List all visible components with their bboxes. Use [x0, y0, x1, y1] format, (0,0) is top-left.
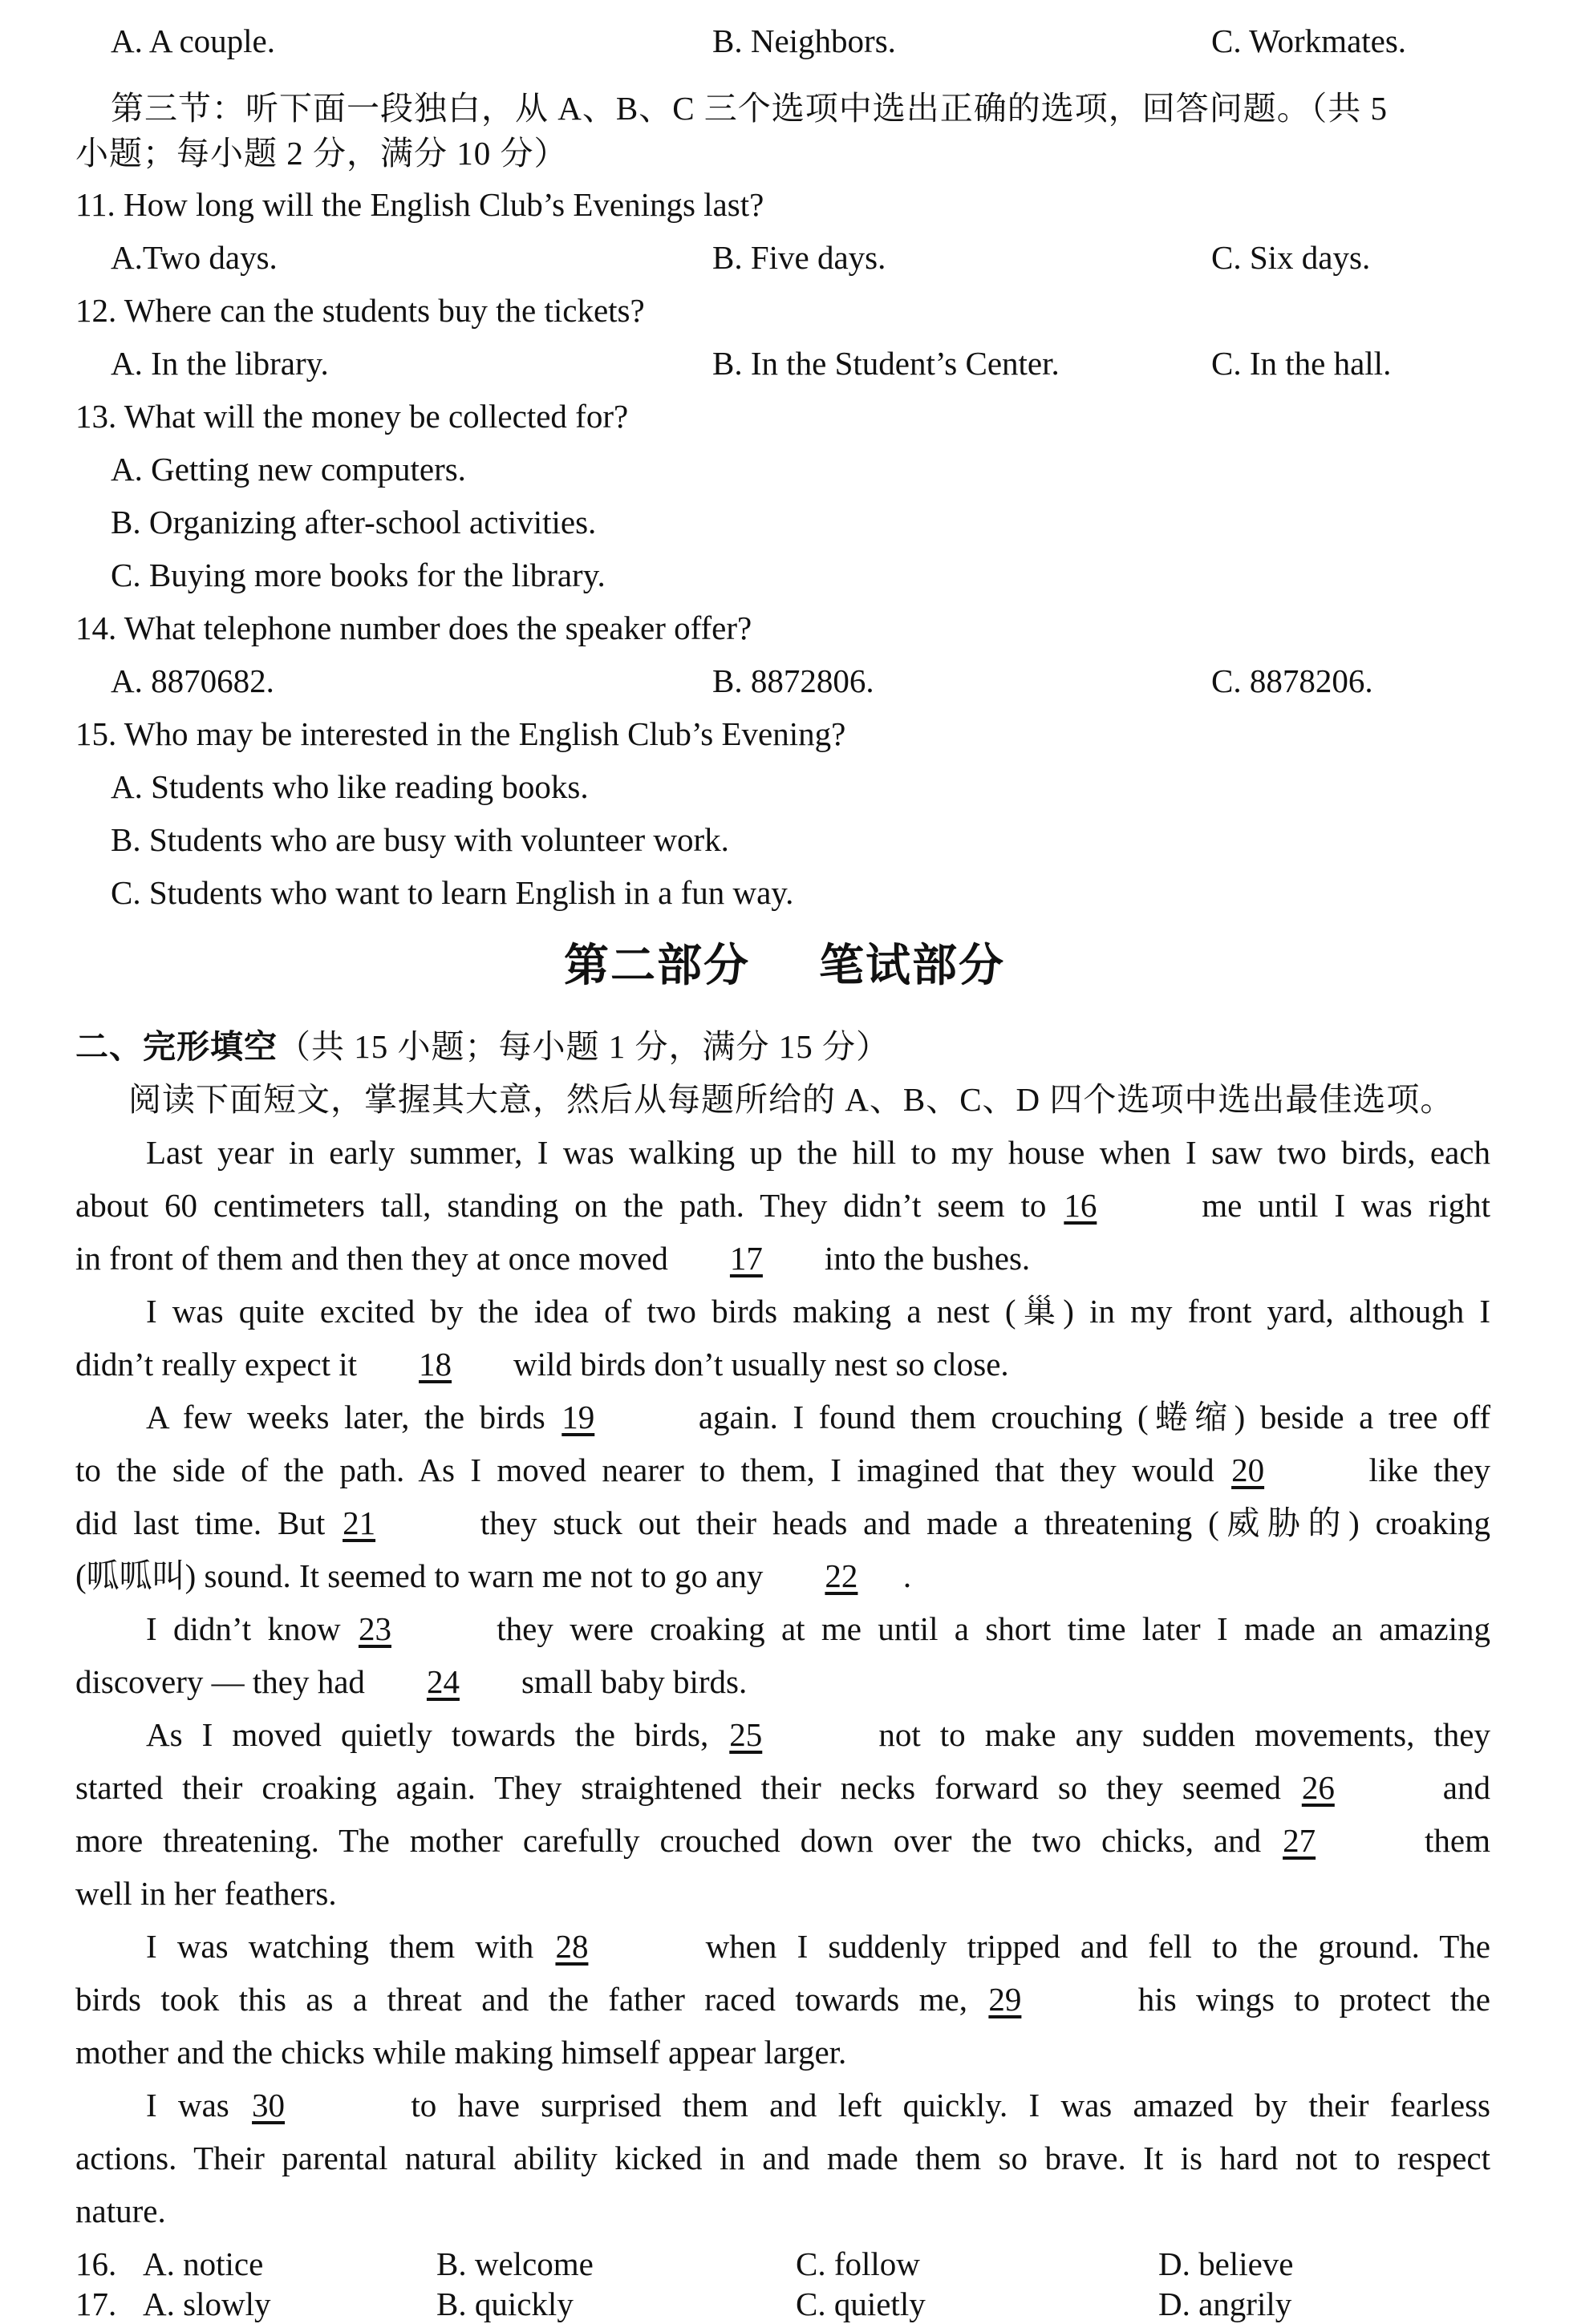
- blank-24: 24: [426, 1663, 460, 1700]
- option-a: A. In the library.: [111, 345, 329, 382]
- blank-20: 20: [1231, 1451, 1265, 1488]
- question-11-stem: 11. How long will the English Club’s Evenings last?: [75, 186, 764, 223]
- option-c: C. quietly: [796, 2286, 926, 2322]
- option-c: C. Six days.: [1211, 239, 1371, 276]
- part2-heading: 第二部分 笔试部分: [564, 940, 1005, 992]
- question-number: 17.: [75, 2286, 117, 2322]
- option-c: C. 8878206.: [1211, 662, 1373, 699]
- cloze-section-title: [75, 1026, 1490, 1067]
- option-a: A. A couple.: [111, 22, 275, 59]
- passage-line: nature.: [75, 2192, 166, 2229]
- passage-line: actions. Their parental natural ability kicked in and made them so brave. It is hard not to respect: [75, 2140, 1490, 2176]
- blank-23: 23: [358, 1610, 391, 1647]
- passage-line: more threatening. The mother carefully crouched down over the two chicks, and 27 them: [75, 1822, 1491, 1859]
- blank-28: 28: [555, 1928, 589, 1965]
- question-15-option-c: C. Students who want to learn English in a fun way.: [111, 874, 794, 911]
- option-b: B. Five days.: [712, 239, 886, 276]
- blank-17: 17: [729, 1240, 763, 1277]
- blank-19: 19: [562, 1399, 595, 1435]
- blank-27: 27: [1283, 1822, 1316, 1859]
- question-13-option-c: C. Buying more books for the library.: [111, 557, 606, 593]
- blank-21: 21: [343, 1504, 376, 1541]
- option-c: C. follow: [796, 2245, 920, 2282]
- cloze-title-rest: （共 15 小题；每小题 1 分，满分 15 分）: [278, 1028, 890, 1065]
- option-b: B. Neighbors.: [712, 22, 896, 59]
- passage-line: (呱呱叫) sound. It seemed to warn me not to go any 22 .: [75, 1557, 912, 1594]
- question-13-stem: 13. What will the money be collected for?: [75, 398, 629, 435]
- blank-29: 29: [988, 1981, 1022, 2018]
- blank-26: 26: [1301, 1769, 1335, 1806]
- question-12-stem: 12. Where can the students buy the tickets?: [75, 292, 645, 329]
- passage-line: about 60 centimeters tall, standing on the path. They didn’t seem to 16 me until I was right: [75, 1187, 1491, 1224]
- option-b: B. quickly: [436, 2286, 574, 2322]
- question-13-option-a: A. Getting new computers.: [111, 451, 466, 488]
- option-b: B. welcome: [436, 2245, 594, 2282]
- blank-18: 18: [419, 1346, 452, 1383]
- passage-line: discovery — they had 24 small baby birds.: [75, 1663, 748, 1700]
- passage-line: did last time. But 21 they stuck out their heads and made a threatening (威胁的) croaking: [75, 1504, 1491, 1541]
- option-d: D. angrily: [1158, 2286, 1292, 2322]
- passage-line: Last year in early summer, I was walking up the hill to my house when I saw two birds, each: [146, 1134, 1490, 1171]
- option-a: A. 8870682.: [111, 662, 274, 699]
- section3-instruction-line1: 第三节：听下面一段独白，从 A、B、C 三个选项中选出正确的选项，回答问题。（共 5: [111, 90, 1389, 127]
- option-d: D. believe: [1158, 2245, 1294, 2282]
- question-number: 16.: [75, 2245, 117, 2282]
- passage-line: I was quite excited by the idea of two birds making a nest (巢) in my front yard, although I: [146, 1293, 1490, 1330]
- cloze-instruction: 阅读下面短文，掌握其大意，然后从每题所给的 A、B、C、D 四个选项中选出最佳选项。: [128, 1081, 1454, 1118]
- passage-line: I didn’t know 23 they were croaking at me until a short time later I made an amazing: [146, 1610, 1490, 1647]
- question-13-option-b: B. Organizing after-school activities.: [111, 504, 597, 541]
- passage-line: mother and the chicks while making himself appear larger.: [75, 2034, 847, 2071]
- blank-16: 16: [1064, 1187, 1097, 1224]
- question-14-stem: 14. What telephone number does the speaker offer?: [75, 609, 752, 646]
- option-a: A. slowly: [143, 2286, 271, 2322]
- question-15-option-b: B. Students who are busy with volunteer work.: [111, 821, 729, 858]
- passage-line: A few weeks later, the birds 19 again. I found them crouching (蜷缩) beside a tree off: [146, 1399, 1491, 1435]
- blank-25: 25: [729, 1716, 763, 1753]
- passage-line: in front of them and then they at once moved 17 into the bushes.: [75, 1240, 1031, 1277]
- passage-line: didn’t really expect it 18 wild birds don’t usually nest so close.: [75, 1346, 1009, 1383]
- passage-line: As I moved quietly towards the birds, 25 not to make any sudden movements, they: [146, 1716, 1490, 1753]
- passage-line: I was 30 to have surprised them and left quickly. I was amazed by their fearless: [146, 2087, 1491, 2124]
- cloze-title-bold: 二、完形填空: [75, 1027, 278, 1066]
- passage-line: birds took this as a threat and the father raced towards me, 29 his wings to protect the: [75, 1981, 1491, 2018]
- question-15-stem: 15. Who may be interested in the English Club’s Evening?: [75, 715, 846, 752]
- blank-30: 30: [252, 2087, 286, 2124]
- option-c: C. In the hall.: [1211, 345, 1392, 382]
- passage-line: started their croaking again. They straightened their necks forward so they seemed 26 and: [75, 1769, 1490, 1806]
- section3-instruction-line2: 小题；每小题 2 分，满分 10 分）: [75, 135, 568, 172]
- option-b: B. In the Student’s Center.: [712, 345, 1060, 382]
- option-a: A.Two days.: [111, 239, 278, 276]
- option-b: B. 8872806.: [712, 662, 874, 699]
- question-15-option-a: A. Students who like reading books.: [111, 768, 589, 805]
- blank-22: 22: [825, 1557, 858, 1594]
- passage-line: I was watching them with 28 when I suddenly tripped and fell to the ground. The: [146, 1928, 1491, 1965]
- option-a: A. notice: [143, 2245, 264, 2282]
- passage-line: to the side of the path. As I moved nearer to them, I imagined that they would 20 like they: [75, 1451, 1491, 1488]
- passage-line: well in her feathers.: [75, 1875, 337, 1912]
- option-c: C. Workmates.: [1211, 22, 1407, 59]
